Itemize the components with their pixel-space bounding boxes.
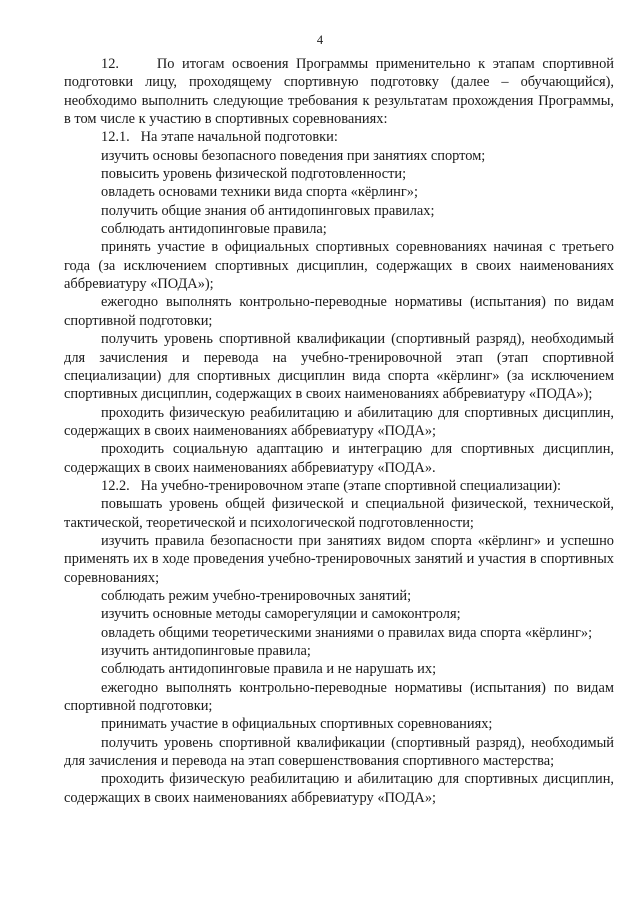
requirement-item: проходить физическую реабилитацию и абилитацию для спортивных дисциплин, содержащих в своих наименованиях аббревиатуру «ПОДА»;: [64, 404, 614, 439]
requirement-item: получить уровень спортивной квалификации (спортивный разряд), необходимый для зачисления и перевода на этап совершенствования спортивного мастерства;: [64, 734, 614, 770]
requirement-item: ежегодно выполнять контрольно-переводные нормативы (испытания) по видам спортивной подготовки;: [64, 679, 614, 715]
paragraph-item-12: 12. По итогам освоения Программы применительно к этапам спортивной подготовки лицу, проходящему спортивную подготовку (далее – обучающийся), необходимо выполнить следующие требования к результатам прохождения Программы, в том числе к участию в спортивных соревнованиях:: [64, 56, 614, 128]
requirement-item: проходить социальную адаптацию и интеграцию для спортивных дисциплин, содержащих в своих наименованиях аббревиатуру «ПОДА».: [64, 441, 614, 476]
requirement-item: ежегодно выполнять контрольно-переводные нормативы (испытания) по видам спортивной подготовки;: [64, 294, 614, 329]
document-body: [64, 55, 614, 807]
requirement-item: соблюдать режим учебно-тренировочных занятий;: [101, 587, 412, 604]
requirement-item: принимать участие в официальных спортивных соревнованиях;: [101, 716, 493, 733]
requirement-item: изучить основы безопасного поведения при занятиях спортом;: [101, 147, 486, 164]
requirement-item: принять участие в официальных спортивных соревнованиях начиная с третьего года (за исключением спортивных дисциплин, содержащих в своих наименованиях аббревиатуру «ПОДА»);: [64, 239, 614, 293]
requirement-item: проходить физическую реабилитацию и абилитацию для спортивных дисциплин, содержащих в своих наименованиях аббревиатуру «ПОДА»;: [64, 771, 614, 806]
subsection-heading-12-2: 12.2. На учебно-тренировочном этапе (этапе спортивной специализации):: [101, 477, 562, 494]
requirement-item: повысить уровень физической подготовленности;: [101, 166, 407, 183]
requirement-item: изучить правила безопасности при занятиях видом спорта «кёрлинг» и успешно применять их в ходе проведения учебно-тренировочных занятий и участия в спортивных соревнованиях;: [64, 532, 614, 586]
requirement-item: соблюдать антидопинговые правила и не нарушать их;: [101, 661, 437, 678]
page-number: 4: [316, 33, 324, 47]
subsection-heading-12-1: 12.1. На этапе начальной подготовки:: [101, 129, 338, 146]
requirement-item: овладеть общими теоретическими знаниями о правилах вида спорта «кёрлинг»;: [101, 624, 593, 641]
requirement-item: повышать уровень общей физической и специальной физической, технической, тактической, теоретической и психологической подготовленности;: [64, 496, 614, 531]
requirement-item: изучить основные методы саморегуляции и самоконтроля;: [101, 606, 461, 623]
requirement-item: получить общие знания об антидопинговых правилах;: [101, 202, 435, 219]
requirement-item: получить уровень спортивной квалификации (спортивный разряд), необходимый для зачисления и перевода на учебно-тренировочной этап (этап спортивной специализации) для спортивных дисциплин вида спорта «кёрлинг» (за исключением спортивных дисциплин, содержащих в своих наименованиях аббревиатуру «ПОДА»);: [64, 331, 614, 403]
requirement-item: изучить антидопинговые правила;: [101, 643, 311, 659]
requirement-item: овладеть основами техники вида спорта «кёрлинг»;: [101, 184, 418, 201]
requirement-item: соблюдать антидопинговые правила;: [101, 221, 327, 238]
